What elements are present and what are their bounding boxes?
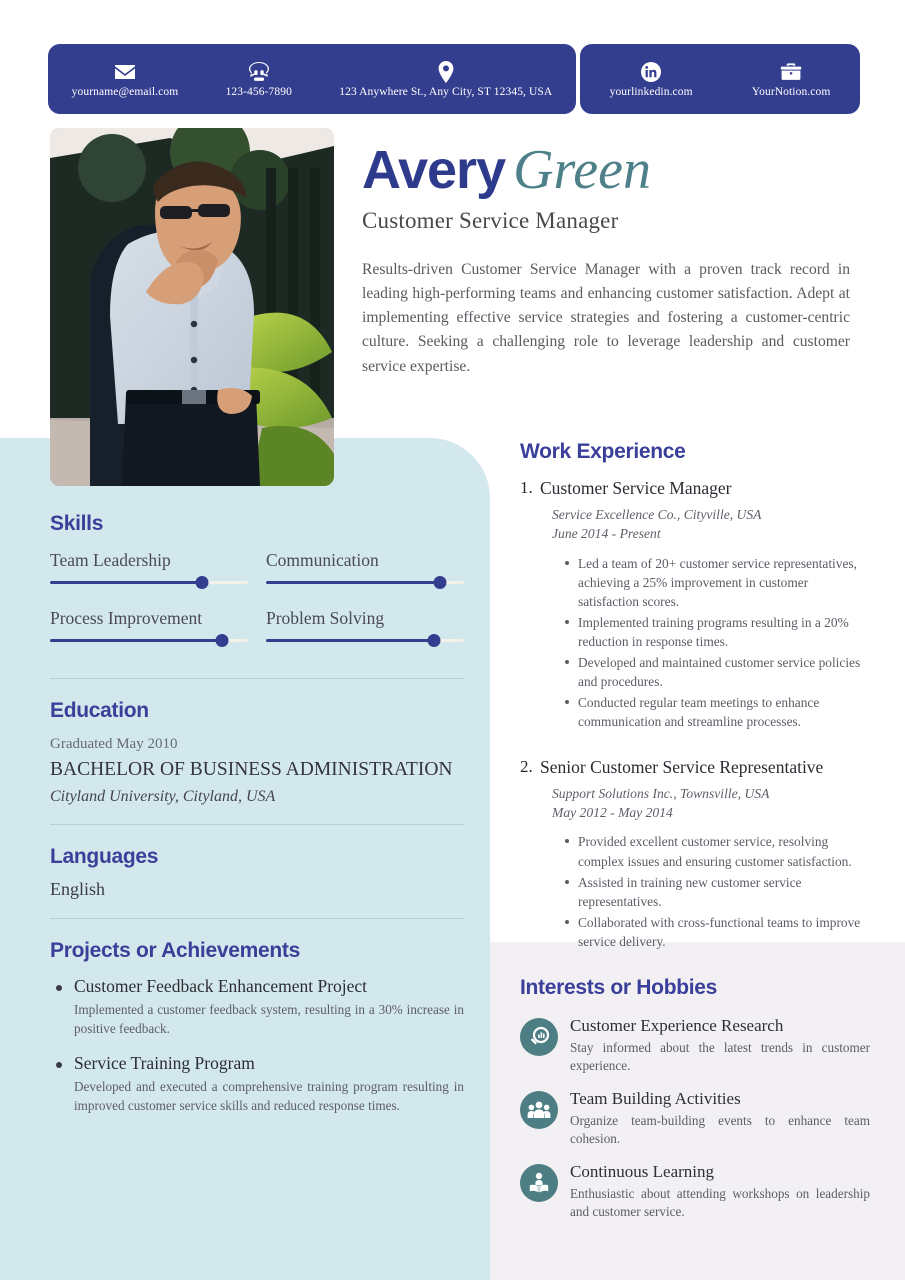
project-title: Service Training Program bbox=[74, 1052, 255, 1073]
interest-body bbox=[570, 1162, 870, 1222]
left-column bbox=[50, 512, 464, 1129]
job-dates: May 2012 - May 2014 bbox=[552, 805, 673, 821]
job-bullets bbox=[564, 554, 872, 731]
job-title-row bbox=[520, 478, 872, 499]
skill-slider[interactable] bbox=[50, 576, 248, 590]
job-number: 1. bbox=[520, 478, 533, 497]
job-role: Senior Customer Service Representative bbox=[540, 756, 824, 777]
education-school: Cityland University, Cityland, USA bbox=[50, 788, 276, 806]
work-experience-section bbox=[520, 440, 872, 953]
headline-job-title: Customer Service Manager bbox=[362, 208, 619, 233]
project-title: Customer Feedback Enhancement Project bbox=[74, 976, 368, 997]
projects-list bbox=[50, 976, 464, 1115]
person-reading-icon bbox=[520, 1164, 558, 1202]
contact-address[interactable] bbox=[333, 61, 558, 98]
job-dates: June 2014 - Present bbox=[552, 526, 661, 542]
interest-title: Continuous Learning bbox=[570, 1162, 715, 1182]
languages-section bbox=[50, 845, 464, 900]
list-item bbox=[520, 1162, 870, 1222]
skill-item bbox=[266, 550, 464, 602]
contact-phone-text: 123-456-7890 bbox=[225, 85, 292, 98]
skills-heading: Skills bbox=[50, 512, 104, 535]
skill-label: Communication bbox=[266, 550, 379, 570]
name-block bbox=[362, 139, 862, 234]
job-company: Service Excellence Co., Cityville, USA bbox=[552, 507, 762, 522]
interest-title: Team Building Activities bbox=[570, 1089, 741, 1109]
list-item bbox=[50, 1053, 464, 1115]
interests-heading: Interests or Hobbies bbox=[520, 976, 718, 999]
work-experience-heading: Work Experience bbox=[520, 440, 686, 463]
divider-languages-projects bbox=[50, 918, 464, 919]
slider-fill bbox=[266, 581, 440, 584]
job-entry bbox=[520, 757, 872, 951]
divider-skills-education bbox=[50, 678, 464, 679]
skill-item bbox=[266, 608, 464, 660]
people-group-icon bbox=[520, 1091, 558, 1129]
magnifier-chart-icon bbox=[520, 1018, 558, 1056]
list-item: Conducted regular team meetings to enhance communication and streamline processes. bbox=[564, 693, 872, 731]
slider-knob[interactable] bbox=[196, 576, 209, 589]
list-item: Developed and maintained customer service policies and procedures. bbox=[564, 653, 872, 691]
contact-portfolio[interactable] bbox=[746, 61, 837, 98]
profile-photo bbox=[50, 128, 334, 486]
list-item: Collaborated with cross-functional teams to improve service delivery. bbox=[564, 913, 872, 951]
contact-linkedin-text: yourlinkedin.com bbox=[609, 85, 693, 98]
skill-slider[interactable] bbox=[50, 634, 248, 648]
skill-slider[interactable] bbox=[266, 576, 464, 590]
interests-list bbox=[520, 1016, 870, 1222]
slider-knob[interactable] bbox=[434, 576, 447, 589]
divider-education-languages bbox=[50, 824, 464, 825]
professional-summary: Results-driven Customer Service Manager with a proven track record in leading high-performing teams and enhancing customer satisfaction. Adept at implementing effective service strategies and fostering a customer-centric culture. Seeking a challenging role to leverage leadership and customer service expertise. bbox=[362, 261, 850, 375]
education-degree: BACHELOR OF BUSINESS ADMINISTRATION bbox=[50, 759, 453, 780]
contact-phone[interactable] bbox=[220, 61, 298, 98]
list-item: Implemented training programs resulting in a 20% reduction in response times. bbox=[564, 613, 872, 651]
skill-item bbox=[50, 550, 248, 602]
list-item: Provided excellent customer service, resolving complex issues and ensuring customer satisfaction. bbox=[564, 832, 872, 870]
skill-slider[interactable] bbox=[266, 634, 464, 648]
last-name: Green bbox=[513, 139, 651, 201]
slider-fill bbox=[50, 581, 202, 584]
projects-section bbox=[50, 939, 464, 1115]
list-item: Assisted in training new customer service representatives. bbox=[564, 873, 872, 911]
interest-body bbox=[570, 1089, 870, 1149]
project-description: Implemented a customer feedback system, resulting in a 30% increase in positive feedback. bbox=[74, 1002, 464, 1037]
projects-heading: Projects or Achievements bbox=[50, 939, 300, 963]
education-heading: Education bbox=[50, 699, 149, 722]
contact-email[interactable] bbox=[66, 61, 185, 98]
list-item bbox=[520, 1089, 870, 1149]
job-company: Support Solutions Inc., Townsville, USA bbox=[552, 785, 770, 801]
job-number: 2. bbox=[520, 756, 533, 776]
skill-label: Team Leadership bbox=[50, 550, 171, 570]
telephone-icon bbox=[248, 61, 270, 83]
list-item: Led a team of 20+ customer service representatives, achieving a 25% improvement in customer satisfaction scores. bbox=[564, 554, 872, 611]
linkedin-icon bbox=[641, 61, 661, 83]
education-date: Graduated May 2010 bbox=[50, 736, 178, 752]
slider-fill bbox=[266, 639, 434, 642]
interest-description: Stay informed about the latest trends in customer experience. bbox=[570, 1039, 870, 1074]
slider-fill bbox=[50, 639, 222, 642]
contact-address-text: 123 Anywhere St., Any City, ST 12345, USA bbox=[339, 85, 553, 98]
list-item bbox=[520, 1016, 870, 1076]
full-name bbox=[362, 139, 862, 201]
contact-email-text: yourname@email.com bbox=[71, 85, 179, 98]
job-role: Customer Service Manager bbox=[540, 478, 732, 498]
interests-section bbox=[520, 976, 870, 1235]
interest-description: Organize team-building events to enhance team cohesion. bbox=[570, 1112, 870, 1147]
skill-label: Process Improvement bbox=[50, 608, 203, 628]
first-name: Avery bbox=[362, 140, 506, 200]
envelope-icon bbox=[114, 61, 136, 83]
contact-linkedin[interactable] bbox=[604, 61, 699, 98]
skills-grid bbox=[50, 550, 464, 660]
job-entry bbox=[520, 478, 872, 731]
language-item: English bbox=[50, 879, 106, 900]
slider-knob[interactable] bbox=[216, 634, 229, 647]
job-bullets bbox=[564, 832, 872, 950]
interest-description: Enthusiastic about attending workshops on leadership and customer service. bbox=[570, 1185, 870, 1220]
interest-body bbox=[570, 1016, 870, 1076]
contact-bar-social bbox=[580, 44, 860, 114]
skill-label: Problem Solving bbox=[266, 608, 385, 628]
briefcase-icon bbox=[780, 61, 802, 83]
skill-item bbox=[50, 608, 248, 660]
contact-portfolio-text: YourNotion.com bbox=[751, 85, 831, 98]
slider-knob[interactable] bbox=[428, 634, 441, 647]
languages-heading: Languages bbox=[50, 845, 159, 869]
list-item bbox=[50, 976, 464, 1038]
project-description: Developed and executed a comprehensive training program resulting in improved customer service skills and reduced response times. bbox=[74, 1078, 464, 1113]
education-section bbox=[50, 699, 464, 806]
interest-title: Customer Experience Research bbox=[570, 1016, 784, 1035]
job-title-row bbox=[520, 757, 872, 778]
location-pin-icon bbox=[438, 61, 454, 83]
contact-bar-primary bbox=[48, 44, 576, 114]
